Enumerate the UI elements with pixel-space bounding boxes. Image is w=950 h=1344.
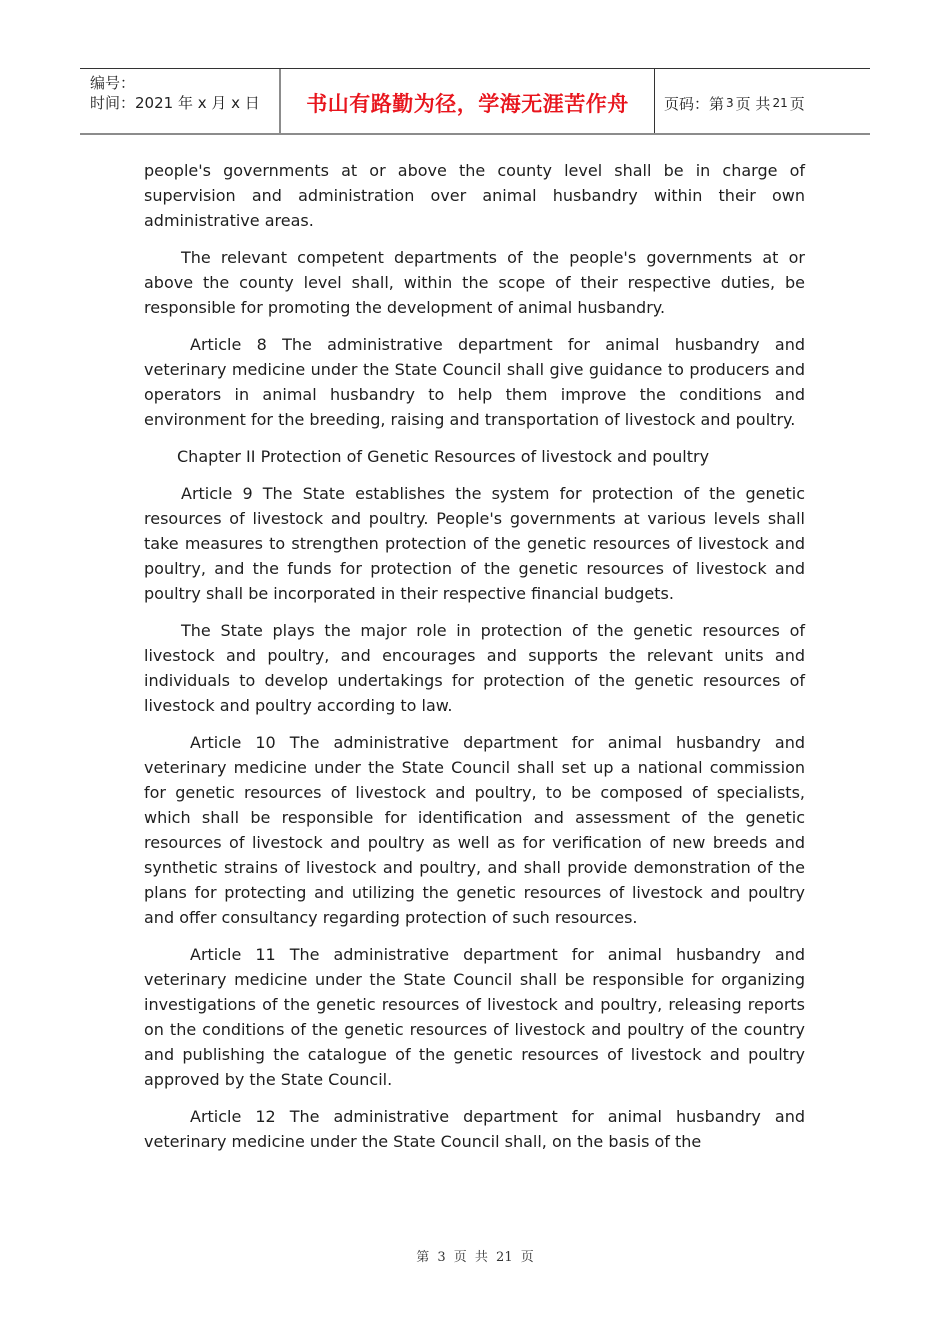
header-meta-cell <box>80 69 281 133</box>
page-total: 21 <box>772 96 788 110</box>
page-info-mid: 页 共 <box>735 94 771 113</box>
article-8: Article 8 The administrative department for animal husbandry and veterinary medicine under the State Council shall give guidance to producers and operators in animal husbandry to help them improve the conditions and environment for the breeding, raising and transportation of livestock and poultry. <box>144 335 805 429</box>
header-motto-cell <box>281 69 655 133</box>
article-9: Article 9 The State establishes the system for protection of the genetic resources of livestock and poultry. People's governments at various levels shall take measures to strengthen protection of the genetic resources of livestock and poultry, and the funds for protection of the genetic resources of livestock and poultry shall be incorporated in their respective financial budgets. <box>144 484 805 603</box>
header-motto: 书山有路勤为径，学海无涯苦作舟 <box>306 92 629 116</box>
page-footer <box>0 1246 950 1265</box>
document-date-label: 时间：2021 年 x 月 x 日 <box>90 94 260 112</box>
document-number-label: 编号： <box>90 74 136 92</box>
paragraph: The relevant competent departments of the people's governments at or above the county level shall, within the scope of their respective duties, be responsible for promoting the development of animal husbandry. <box>144 248 805 317</box>
paragraph: The State plays the major role in protection of the genetic resources of livestock and poultry, and encourages and supports the relevant units and individuals to develop undertakings for protection of the genetic resources of livestock and poultry according to law. <box>144 621 805 715</box>
page-header <box>80 68 870 135</box>
page-info-suffix: 页 <box>789 94 805 113</box>
footer-page-number: 第 3 页 共 21 页 <box>416 1250 534 1265</box>
paragraph-continuation: people's governments at or above the county level shall be in charge of supervision and administration over animal husbandry within their own administrative areas. <box>144 161 805 230</box>
page-info-prefix: 页码：第 <box>664 94 725 113</box>
article-10: Article 10 The administrative department for animal husbandry and veterinary medicine under the State Council shall set up a national commission for genetic resources of livestock and poultry, to be composed of specialists, which shall be responsible for identification and assessment of the genetic resources of livestock and poultry as well as for verification of new breeds and synthetic strains of livestock and poultry, and shall provide demonstration of the plans for protecting and utilizing the genetic resources of livestock and poultry and offer consultancy regarding protection of such resources. <box>144 733 805 927</box>
article-12: Article 12 The administrative department for animal husbandry and veterinary medicine under the State Council shall, on the basis of the <box>144 1107 805 1151</box>
document-body <box>144 158 805 1166</box>
article-11: Article 11 The administrative department for animal husbandry and veterinary medicine under the State Council shall be responsible for organizing investigations of the genetic resources of livestock and poultry, releasing reports on the conditions of the genetic resources of livestock and poultry of the country and publishing the catalogue of the genetic resources of livestock and poultry approved by the State Council. <box>144 945 805 1089</box>
chapter-heading: Chapter II Protection of Genetic Resources of livestock and poultry <box>177 447 710 466</box>
header-page-cell <box>655 69 870 133</box>
page-current: 3 <box>726 96 734 110</box>
